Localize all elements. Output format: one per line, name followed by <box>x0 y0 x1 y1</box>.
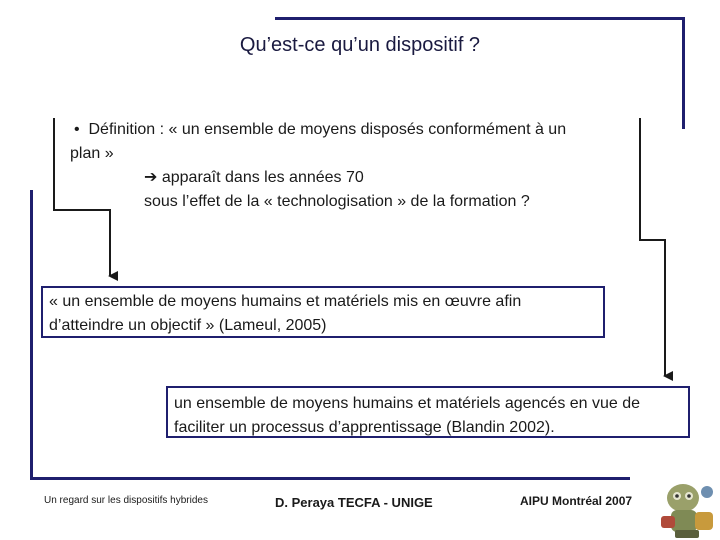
footer-author: D. Peraya TECFA - UNIGE <box>275 495 433 510</box>
definition-line-2: plan » <box>70 145 114 162</box>
footer-event: AIPU Montréal 2007 <box>520 494 633 508</box>
definition-line-3 <box>70 166 640 190</box>
definition-line-1 <box>70 118 640 142</box>
right-arrow-icon: ➔ <box>144 169 158 186</box>
definition-block <box>70 118 640 214</box>
corner-mascot-icon <box>655 478 720 540</box>
quote-box-lameul: « un ensemble de moyens humains et matériels mis en œuvre afin d’atteindre un objectif » (Lameul, 2005) <box>41 286 605 338</box>
quote-box-blandin: un ensemble de moyens humains et matériels agencés en vue de faciliter un processus d’apprentissage (Blandin 2002). <box>166 386 690 438</box>
slide-title: Qu’est-ce qu’un dispositif ? <box>239 34 481 56</box>
connector-right-arrow <box>640 118 665 376</box>
footer-left-text: Un regard sur les dispositifs hybrides <box>44 495 208 506</box>
bullet-icon: • <box>74 121 80 138</box>
definition-line-4: sous l’effet de la « technologisation » de la formation ? <box>144 193 530 210</box>
definition-text-1: Définition : « un ensemble de moyens disposés conformément à un <box>88 121 567 138</box>
definition-text-3: apparaît dans les années 70 <box>161 169 364 186</box>
